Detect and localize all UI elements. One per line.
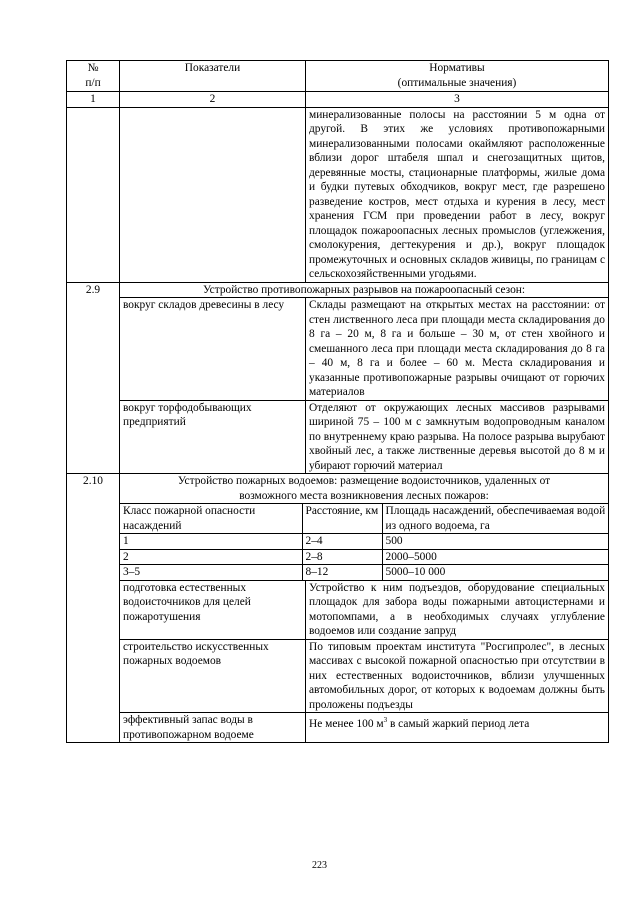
header-number: № п/п [67,61,120,92]
inner-header-row [120,504,609,534]
inner-header-cell: Расстояние, км [302,504,382,534]
column-number: 2 [120,92,306,108]
norm-text: Склады размещают на открытых местах на расстоянии: от стен лиственного леса при площади места складирования до 8 га – 20 м, 8 га и больше – 30 м, от стен хвойного и смешанного леса при площади места складирования до 8 га – 40 м, 8 га и более – 60 м. Места складирования и указанные противопожарные разрывы очищают от горючих материалов [306,298,609,401]
page-number: 223 [312,860,327,871]
inner-cell: 1 [120,534,302,550]
section-title: Устройство пожарных водоемов: размещение водоисточников, удаленных от возможного места возникновения лесных пожаров: [120,474,609,504]
indicator-label: подготовка естественных водоисточников для целей пожаротушения [120,580,306,639]
water-source-table [120,504,609,580]
table-row [67,298,609,401]
continuation-row [67,107,609,282]
section-number: 2.10 [67,474,120,743]
column-number-row [67,92,609,108]
inner-header-cell: Класс пожарной опасности насаждений [120,504,302,534]
inner-cell: 500 [382,534,609,550]
regulations-table [66,60,609,743]
header-norms: Нормативы (оптимальные значения) [306,61,609,92]
inner-cell: 2 [120,549,302,565]
indicator-label: вокруг торфодобывающих предприятий [120,400,306,474]
column-number: 1 [67,92,120,108]
inner-row [120,565,609,580]
norm-text: По типовым проектам института "Росгипролес", в лесных массивах с высокой пожарной опасностью при отсутствии в них естественных водоисточников, вблизи улучшенных автомобильных дорог, от которых к водоемам должны быть проложены подъезды [306,639,609,713]
inner-row [120,534,609,550]
table-row [67,400,609,474]
section-number: 2.9 [67,282,120,474]
table-row [67,713,609,743]
norm-text: Устройство к ним подъездов, оборудование специальных площадок для забора воды пожарными автоцистернами и мотопомпами, а в необходимых случаях углубление водоемов или создание запруд [306,580,609,639]
continuation-text: минерализованные полосы на расстоянии 5 м одна от другой. В этих же условиях противопожарными минерализованными полосами окаймляют расположенные вблизи дорог штабеля шпал и снегозащитных щитов, деревянные мосты, стационарные платформы, жилые дома и будки путевых обходчиков, вокруг мест, где разрешено разведение костров, мест отдыха и курения в лесу, мест хранения ГСМ при проведении работ в лесу, вокруг площадок пожароопасных лесных промыслов (углежжения, смолокурения, дегтекурения и др.), вокруг площадок промежуточных и основных складов живицы, по границам с сельскохозяйственными угодьями. [306,107,609,282]
header-indicators: Показатели [120,61,306,92]
indicator-label: вокруг складов древесины в лесу [120,298,306,401]
header-row [67,61,609,92]
norm-text: Не менее 100 $м^3$ в самый жаркий период лета [306,713,609,743]
norm-text: Отделяют от окружающих лесных массивов разрывами шириной 75 – 100 м с замкнутым водопроводным каналом по внутреннему краю разрыва. На полосе разрыва вырубают хвойный лес, а также лиственные деревья высотой до 8 м и убирают горючий материал [306,400,609,474]
water-source-table-row [67,504,609,581]
inner-cell: 5000–10 000 [382,565,609,580]
inner-cell: 8–12 [302,565,382,580]
column-number: 3 [306,92,609,108]
section-2-10-row [67,474,609,504]
table-row [67,580,609,639]
table-row [67,639,609,713]
inner-cell: 2–4 [302,534,382,550]
inner-header-cell: Площадь насаждений, обеспечиваемая водой из одного водоема, га [382,504,609,534]
section-title: Устройство противопожарных разрывов на пожароопасный сезон: [120,282,609,298]
inner-cell: 3–5 [120,565,302,580]
inner-row [120,549,609,565]
indicator-label: эффективный запас воды в противопожарном водоеме [120,713,306,743]
section-2-9-row [67,282,609,298]
indicator-label: строительство искусственных пожарных водоемов [120,639,306,713]
inner-cell: 2–8 [302,549,382,565]
inner-cell: 2000–5000 [382,549,609,565]
